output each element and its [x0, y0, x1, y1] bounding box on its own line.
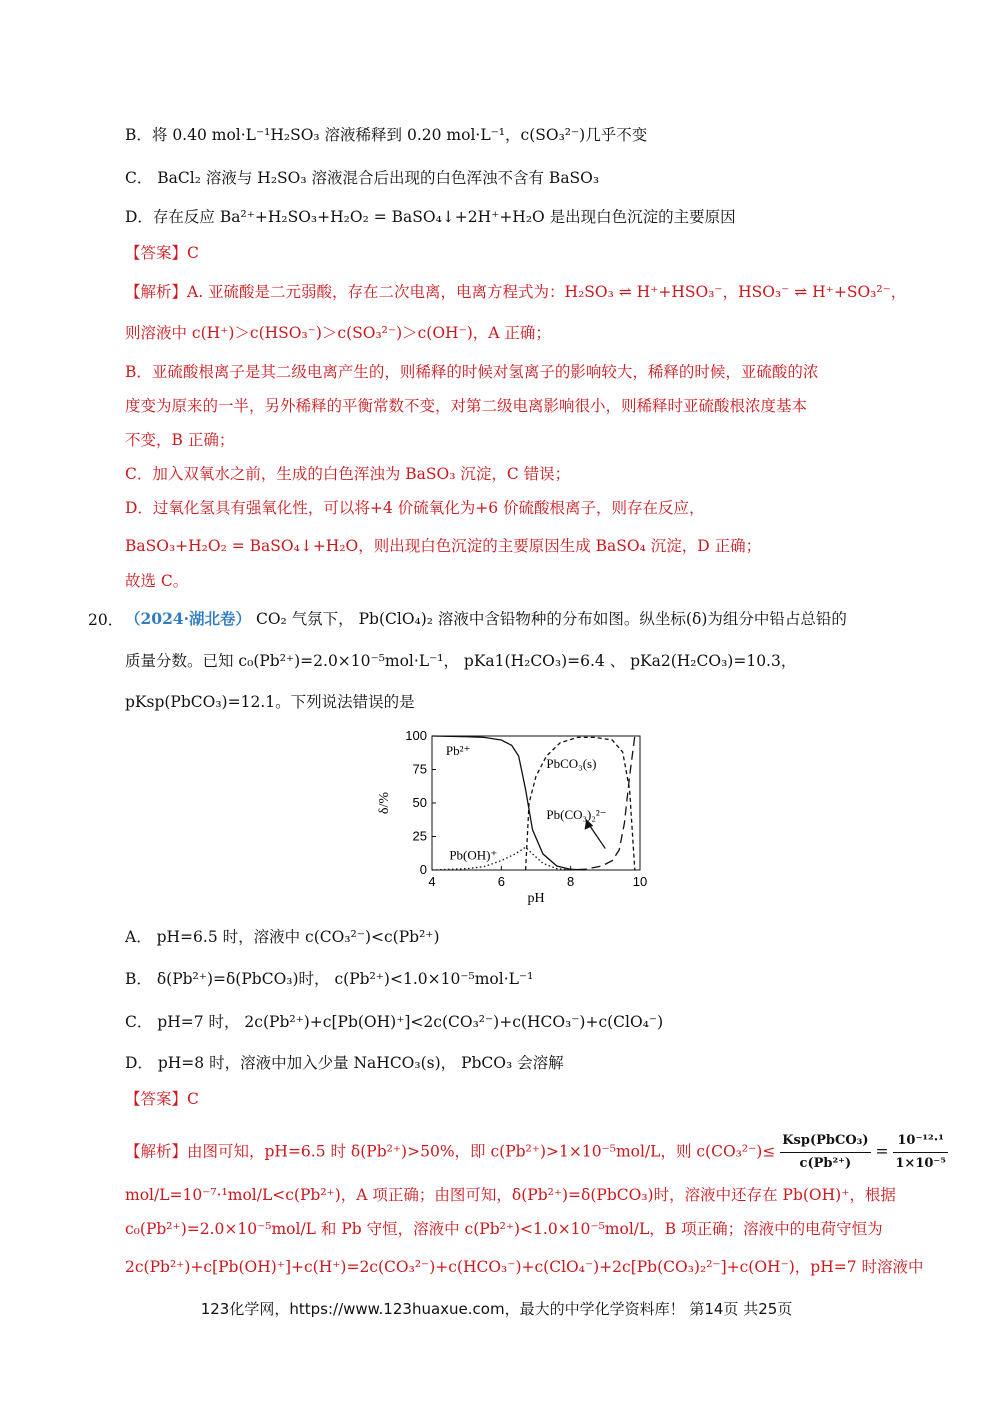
- explanation2-text: 【解析】由图可知，pH=6.5 时 δ(Pb²⁺)>50%，即 c(Pb²⁺)>1×10⁻⁵mol/L，则 c(CO₃²⁻)≤: [125, 1142, 776, 1161]
- explanation2-line-3: c₀(Pb²⁺)=2.0×10⁻⁵mol/L 和 Pb 守恒，溶液中 c(Pb²⁺)<1.0×10⁻⁵mol/L，B 项正确；溶液中的电荷守恒为: [125, 1220, 883, 1238]
- q20-option-c: C． pH=7 时， 2c(Pb²⁺)+c[Pb(OH)⁺]<2c(CO₃²⁻)+c(HCO₃⁻)+c(ClO₄⁻): [125, 1013, 664, 1031]
- series-label-1: Pb(OH)⁺: [449, 847, 498, 863]
- ksp-fraction-den: c(Pb²⁺): [799, 1156, 852, 1171]
- option-b: B．将 0.40 mol·L⁻¹H₂SO₃ 溶液稀释到 0.20 mol·L⁻¹，c(SO₃²⁻)几乎不变: [125, 126, 648, 144]
- explanation2-line-4: 2c(Pb²⁺)+c[Pb(OH)⁺]+c(H⁺)=2c(CO₃²⁻)+c(HCO₃⁻)+c(ClO₄⁻)+2c[Pb(CO₃)₂²⁻]+c(OH⁻)，pH=7 时溶液中: [125, 1258, 924, 1276]
- y-tick-label-75: 75: [412, 761, 427, 777]
- distribution-chart: [370, 724, 670, 914]
- series-label-2: PbCO₃(s): [546, 756, 597, 772]
- series-label-0: Pb²⁺: [445, 742, 471, 758]
- x-tick-label-8: 8: [567, 874, 575, 889]
- explanation-d2: BaSO₃+H₂O₂ = BaSO₄↓+H₂O，则出现白色沉淀的主要原因生成 BaSO₄ 沉淀，D 正确；: [125, 537, 762, 555]
- explanation-b3: 不变，B 正确；: [125, 431, 235, 449]
- y-axis-label: δ/%: [377, 791, 392, 815]
- question-source: （2024·湖北卷）: [125, 609, 252, 628]
- q20-option-d: D． pH=8 时，溶液中加入少量 NaHCO₃(s)， PbCO₃ 会溶解: [125, 1054, 564, 1072]
- x-tick-label-4: 4: [428, 874, 436, 889]
- question-line-2: 质量分数。已知 c₀(Pb²⁺)=2.0×10⁻⁵mol·L⁻¹， pKa1(H₂CO₃)=6.4 、 pKa2(H₂CO₃)=10.3，: [125, 652, 797, 670]
- y-tick-label-100: 100: [405, 728, 427, 743]
- y-tick-label-25: 25: [412, 828, 427, 844]
- ksp-fraction: [780, 1130, 870, 1175]
- explanation-a: 【解析】A. 亚硫酸是二元弱酸，存在二次电离，电离方程式为：H₂SO₃ ⇌ H⁺+HSO₃⁻，HSO₃⁻ ⇌ H⁺+SO₃²⁻，: [125, 283, 907, 301]
- equals-sign: =: [875, 1142, 889, 1161]
- explanation-b1: B．亚硫酸根离子是其二级电离产生的，则稀释的时候对氢离子的影响较大，稀释的时候，亚硫酸的浓: [125, 363, 819, 381]
- explanation2-line-1: [125, 1130, 948, 1175]
- question-line-3: pKsp(PbCO₃)=12.1。下列说法错误的是: [125, 693, 415, 711]
- x-tick-label-10: 10: [632, 874, 648, 889]
- value-fraction: [893, 1130, 948, 1175]
- value-fraction-den: 1×10⁻⁵: [895, 1156, 946, 1171]
- x-axis-label: pH: [527, 891, 545, 906]
- x-tick-label-6: 6: [497, 874, 505, 889]
- explanation-b2: 度变为原来的一半，另外稀释的平衡常数不变，对第二级电离影响很小，则稀释时亚硫酸根浓度基本: [125, 397, 808, 415]
- q20-option-b: B． δ(Pb²⁺)=δ(PbCO₃)时， c(Pb²⁺)<1.0×10⁻⁵mol·L⁻¹: [125, 970, 534, 988]
- series-label-3: Pb(CO₃)₂²⁻: [546, 807, 607, 823]
- explanation-c: C．加入双氧水之前，生成的白色浑浊为 BaSO₃ 沉淀，C 错误；: [125, 465, 571, 483]
- question-line-1: [125, 608, 847, 630]
- explanation-a2: 则溶液中 c(H⁺)＞c(HSO₃⁻)＞c(SO₃²⁻)＞c(OH⁻)，A 正确；: [125, 324, 551, 342]
- answer-1: 【答案】C: [125, 244, 199, 262]
- option-c: C． BaCl₂ 溶液与 H₂SO₃ 溶液混合后出现的白色浑浊不含有 BaSO₃: [125, 169, 600, 187]
- explanation-d1: D．过氧化氢具有强氧化性，可以将+4 价硫氧化为+6 价硫酸根离子，则存在反应，: [125, 499, 705, 517]
- question-number: 20．: [88, 611, 124, 629]
- y-tick-label-0: 0: [419, 862, 427, 877]
- question-stem: CO₂ 气氛下， Pb(ClO₄)₂ 溶液中含铅物种的分布如图。纵坐标(δ)为组分中铅占总铅的: [251, 610, 847, 628]
- answer-2: 【答案】C: [125, 1090, 199, 1108]
- option-d: D．存在反应 Ba²⁺+H₂SO₃+H₂O₂ = BaSO₄↓+2H⁺+H₂O 是出现白色沉淀的主要原因: [125, 208, 736, 226]
- q20-option-a: A． pH=6.5 时，溶液中 c(CO₃²⁻)<c(Pb²⁺): [125, 928, 440, 946]
- explanation2-line-2: mol/L=10⁻⁷·¹mol/L<c(Pb²⁺)，A 项正确；由图可知，δ(Pb²⁺)=δ(PbCO₃)时，溶液中还存在 Pb(OH)⁺，根据: [125, 1186, 896, 1204]
- ksp-fraction-num: Ksp(PbCO₃): [780, 1130, 870, 1153]
- value-fraction-num: 10⁻¹²·¹: [893, 1130, 948, 1153]
- y-tick-label-50: 50: [412, 795, 427, 810]
- page-footer: 123化学网，https://www.123huaxue.com，最大的中学化学资料库！ 第14页 共25页: [200, 1300, 793, 1318]
- explanation-end: 故选 C。: [125, 572, 189, 590]
